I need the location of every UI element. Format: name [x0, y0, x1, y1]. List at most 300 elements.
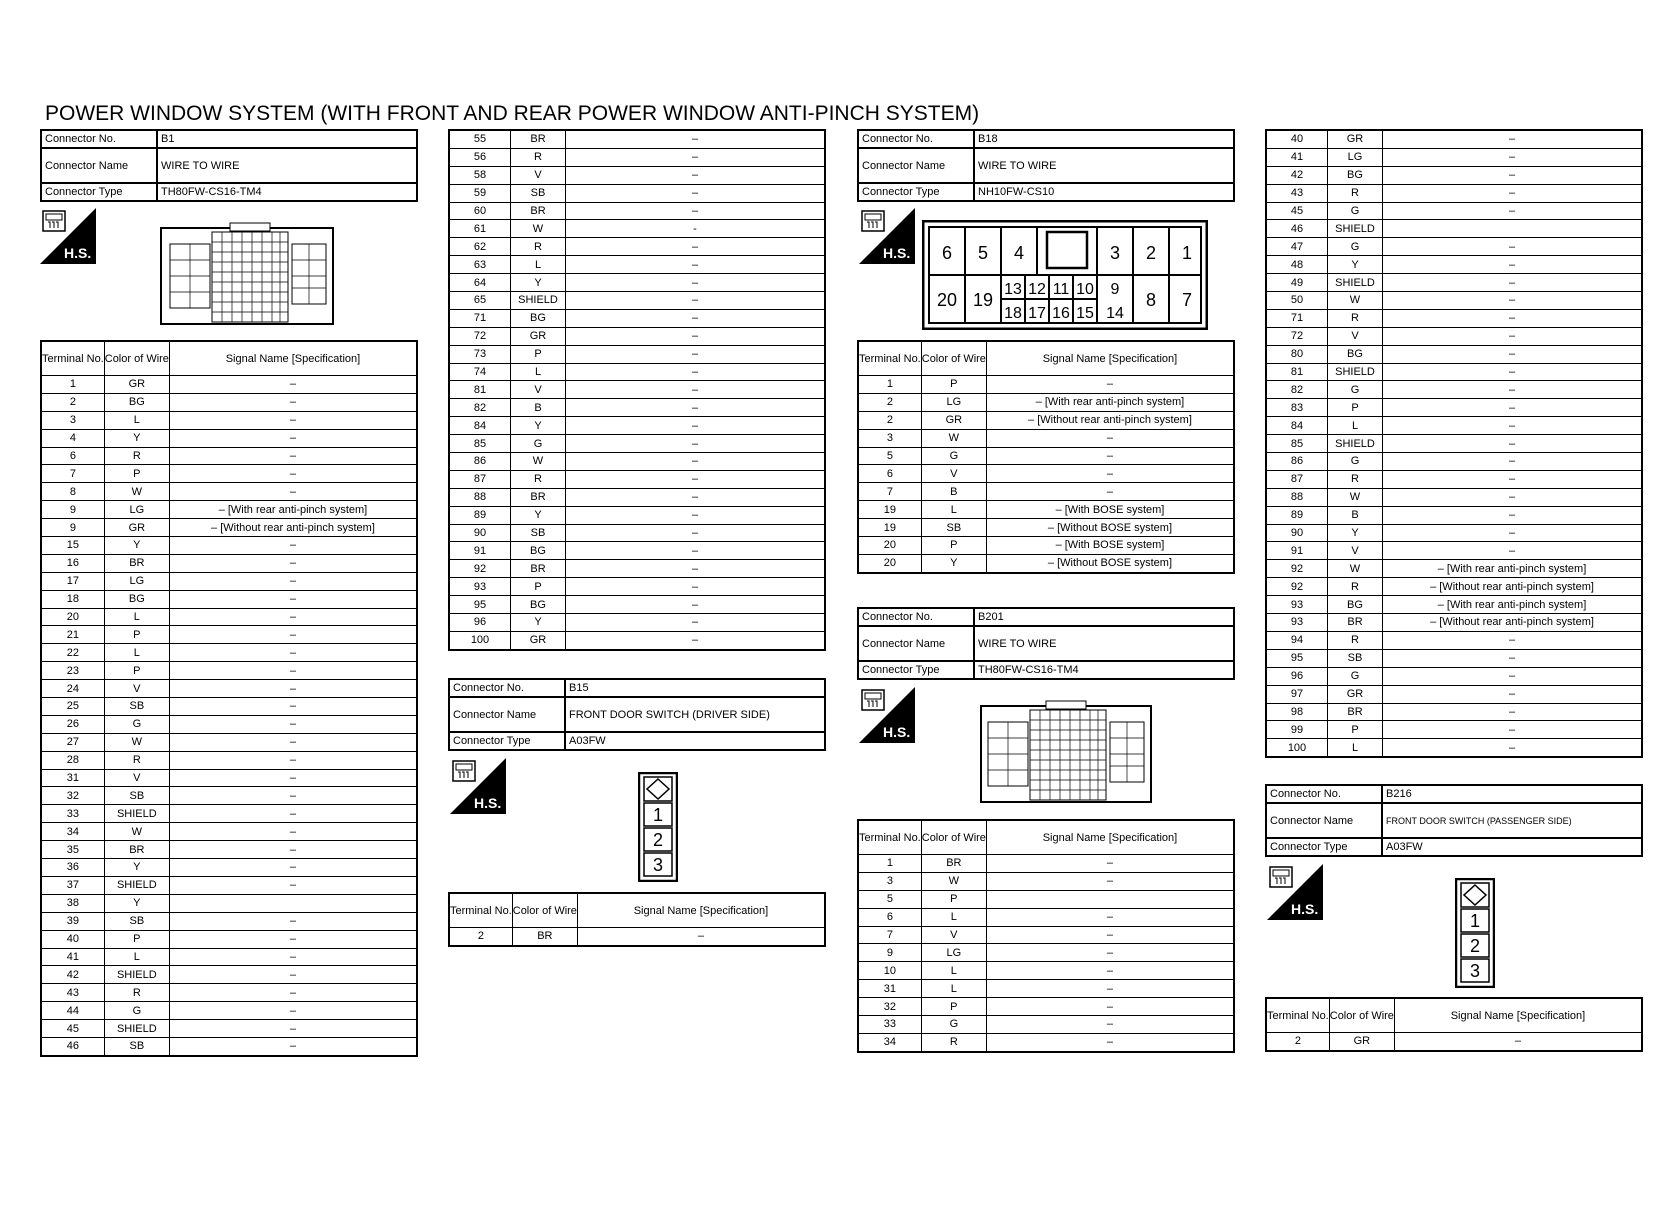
signal-header: Signal Name [Specification] [1394, 998, 1642, 1033]
connector-no-value: B18 [974, 130, 1234, 148]
signal-name-cell: – [169, 841, 417, 859]
terminal-no-cell: 72 [1266, 327, 1328, 345]
terminal-no-cell: 92 [1266, 560, 1328, 578]
signal-name-cell: – [986, 980, 1234, 998]
terminal-no-cell: 28 [41, 751, 104, 769]
terminal-no-cell: 96 [449, 614, 511, 632]
terminal-no-cell: 47 [1266, 238, 1328, 256]
terminal-no-cell: 84 [1266, 417, 1328, 435]
wire-color-cell: R [1328, 309, 1383, 327]
signal-name-cell: – [1383, 327, 1643, 345]
wire-color-cell: G [921, 1016, 986, 1034]
signal-name-cell: – [169, 537, 417, 555]
connector-b18 [857, 129, 1235, 202]
table-row [41, 751, 417, 769]
signal-name-cell: – [1383, 453, 1643, 471]
table-row [449, 596, 825, 614]
connector-no-value: B1 [157, 130, 417, 148]
table-row [858, 537, 1234, 555]
signal-name-cell: – [169, 966, 417, 984]
signal-name-cell: – [169, 447, 417, 465]
table-row [858, 980, 1234, 998]
wire-color-cell: LG [104, 501, 169, 519]
table-row [41, 393, 417, 411]
signal-name-cell: – [986, 1016, 1234, 1034]
terminal-no-cell: 62 [449, 238, 511, 256]
pin-label: 3 [1469, 961, 1481, 981]
wire-color-cell: V [1328, 542, 1383, 560]
terminal-no-cell: 64 [449, 274, 511, 292]
terminal-no-cell: 32 [858, 998, 921, 1016]
connector-no-label: Connector No. [858, 130, 974, 148]
wire-color-cell: W [1328, 488, 1383, 506]
table-row [41, 894, 417, 912]
wire-color-cell: GR [104, 519, 169, 537]
hs-icon [450, 758, 506, 814]
connector-b216 [1265, 784, 1643, 857]
wire-color-cell: R [104, 447, 169, 465]
hs-icon [859, 208, 915, 264]
table-row [449, 363, 825, 381]
pin-table [857, 340, 1235, 574]
terminal-no-cell: 61 [449, 220, 511, 238]
wire-color-cell: L [511, 256, 566, 274]
wire-color-cell: BG [1328, 166, 1383, 184]
terminal-no-cell: 44 [41, 1002, 104, 1020]
page-title: POWER WINDOW SYSTEM (WITH FRONT AND REAR POWER WINDOW ANTI-PINCH SYSTEM) [45, 102, 980, 125]
wire-color-cell: R [1328, 578, 1383, 596]
wire-color-cell: B [1328, 506, 1383, 524]
connector-name-value: WIRE TO WIRE [974, 626, 1234, 661]
signal-name-cell [169, 894, 417, 912]
terminal-no-cell: 42 [41, 966, 104, 984]
table-row [858, 483, 1234, 501]
wire-color-cell: V [511, 166, 566, 184]
pin-table [448, 892, 826, 947]
terminal-no-cell: 2 [41, 393, 104, 411]
connector-b15-header [448, 678, 826, 751]
wire-color-cell: BR [511, 130, 566, 148]
signal-header: Signal Name [Specification] [986, 341, 1234, 376]
terminal-no-cell: 93 [1266, 614, 1328, 632]
terminal-no-cell: 92 [449, 560, 511, 578]
table-row [1266, 721, 1642, 739]
table-row [1266, 220, 1642, 238]
table-row [449, 631, 825, 649]
pin-label: 2 [1145, 243, 1157, 263]
table-row [449, 274, 825, 292]
table-row [41, 590, 417, 608]
table-row [449, 470, 825, 488]
table-row [858, 962, 1234, 980]
terminal-no-cell: 17 [41, 572, 104, 590]
terminal-no-cell: 88 [1266, 488, 1328, 506]
wire-color-cell: W [511, 453, 566, 471]
table-row [41, 912, 417, 930]
wire-color-cell: Y [104, 894, 169, 912]
terminal-no-cell: 34 [858, 1033, 921, 1051]
signal-name-cell: – [986, 855, 1234, 873]
signal-name-cell: – [169, 626, 417, 644]
terminal-no-cell: 43 [1266, 184, 1328, 202]
pin-label: 6 [941, 243, 953, 263]
table-row [858, 393, 1234, 411]
wire-color-cell: BG [104, 590, 169, 608]
signal-name-cell: – [566, 560, 826, 578]
wire-color-cell: SB [104, 698, 169, 716]
table-row [41, 572, 417, 590]
table-row [449, 560, 825, 578]
terminal-no-cell: 100 [449, 631, 511, 649]
table-row [1266, 506, 1642, 524]
wire-color-cell: W [104, 823, 169, 841]
signal-name-cell: – [566, 363, 826, 381]
terminal-no-cell: 92 [1266, 578, 1328, 596]
signal-name-cell: – [1383, 256, 1643, 274]
wire-color-cell: V [921, 465, 986, 483]
signal-name-cell: – [169, 608, 417, 626]
table-row [1266, 399, 1642, 417]
wire-color-cell: G [1328, 381, 1383, 399]
signal-name-cell: – [1383, 274, 1643, 292]
signal-name-cell: – [1383, 202, 1643, 220]
signal-name-cell: – [1383, 292, 1643, 310]
connector-type-label: Connector Type [858, 183, 974, 201]
pin-label: 15 [1076, 305, 1094, 322]
pin-table [1265, 997, 1643, 1052]
terminal-no-cell: 10 [858, 962, 921, 980]
table-row [1266, 327, 1642, 345]
connector-type-label: Connector Type [41, 183, 157, 201]
wire-color-cell: R [1328, 184, 1383, 202]
table-row [449, 184, 825, 202]
signal-name-cell: – [1383, 542, 1643, 560]
wire-color-cell: R [511, 148, 566, 166]
wire-color-cell: SB [104, 912, 169, 930]
wire-color-cell: R [921, 1033, 986, 1051]
terminal-no-cell: 20 [858, 554, 921, 572]
signal-name-cell: – [986, 483, 1234, 501]
wire-color-cell: BR [511, 488, 566, 506]
connector-b18-header [857, 129, 1235, 202]
terminal-no-cell: 89 [449, 506, 511, 524]
wire-color-cell: Y [1328, 524, 1383, 542]
terminal-no-cell: 2 [1266, 1033, 1329, 1051]
signal-name-cell: – [169, 698, 417, 716]
signal-name-cell: – [1383, 381, 1643, 399]
terminal-no-cell: 21 [41, 626, 104, 644]
color-header: Color of Wire [512, 893, 577, 928]
wire-color-cell: Y [921, 554, 986, 572]
pin-label: 10 [1076, 281, 1094, 298]
table-row [41, 715, 417, 733]
wire-color-cell: P [511, 578, 566, 596]
table-row [41, 429, 417, 447]
signal-name-cell: – [566, 292, 826, 310]
table-row [449, 417, 825, 435]
connector-name-label: Connector Name [1266, 803, 1382, 838]
terminal-no-header: Terminal No. [858, 820, 921, 855]
table-row [41, 376, 417, 394]
wire-color-cell: SHIELD [104, 1020, 169, 1038]
table-row [41, 411, 417, 429]
terminal-no-cell: 5 [858, 447, 921, 465]
connector-b201 [857, 607, 1235, 680]
wire-color-cell: BR [104, 841, 169, 859]
b18-connector-face [922, 220, 1208, 330]
b18-pin-table [857, 340, 1235, 574]
terminal-no-cell: 91 [1266, 542, 1328, 560]
b216-pin-table [1265, 997, 1643, 1052]
signal-name-cell: – [169, 912, 417, 930]
table-row [449, 220, 825, 238]
pin-table [857, 819, 1235, 1053]
table-row [449, 578, 825, 596]
table-row [858, 411, 1234, 429]
table-row [449, 614, 825, 632]
terminal-no-cell: 34 [41, 823, 104, 841]
table-row [1266, 238, 1642, 256]
signal-name-cell: – [169, 1037, 417, 1055]
table-row [1266, 453, 1642, 471]
signal-name-cell: – [Without rear anti-pinch system] [986, 411, 1234, 429]
signal-name-cell: – [566, 381, 826, 399]
terminal-no-cell: 7 [858, 483, 921, 501]
table-row [1266, 524, 1642, 542]
wire-color-cell: R [511, 470, 566, 488]
table-row [1266, 578, 1642, 596]
terminal-no-cell: 33 [41, 805, 104, 823]
wire-color-cell: G [921, 447, 986, 465]
table-row [1266, 202, 1642, 220]
connector-type-value: TH80FW-CS16-TM4 [974, 661, 1234, 679]
signal-name-cell: – [169, 859, 417, 877]
b201-connector-face [980, 700, 1152, 808]
signal-name-cell: – [566, 130, 826, 148]
wire-color-cell: Y [511, 274, 566, 292]
signal-name-cell: – [1383, 435, 1643, 453]
signal-name-cell: – [169, 823, 417, 841]
wire-color-cell: SHIELD [1328, 435, 1383, 453]
table-row [449, 488, 825, 506]
signal-name-cell: – [With BOSE system] [986, 537, 1234, 555]
hs-label: H.S. [883, 245, 911, 261]
wire-color-cell: BR [512, 928, 577, 946]
terminal-no-cell: 81 [1266, 363, 1328, 381]
color-header: Color of Wire [1329, 998, 1394, 1033]
connector-name-value: FRONT DOOR SWITCH (DRIVER SIDE) [565, 697, 825, 732]
table-row [858, 1016, 1234, 1034]
signal-name-cell: – [1383, 667, 1643, 685]
table-row [41, 680, 417, 698]
wire-color-cell: BG [511, 596, 566, 614]
signal-name-cell: – [986, 962, 1234, 980]
pin-label: 12 [1028, 281, 1046, 298]
wire-color-cell: G [1328, 202, 1383, 220]
table-row [41, 519, 417, 537]
terminal-no-cell: 88 [449, 488, 511, 506]
terminal-no-cell: 6 [41, 447, 104, 465]
table-row [41, 1002, 417, 1020]
signal-name-cell: – [With rear anti-pinch system] [169, 501, 417, 519]
signal-name-cell: – [566, 596, 826, 614]
signal-name-cell: – [566, 256, 826, 274]
terminal-no-cell: 81 [449, 381, 511, 399]
signal-name-cell: – [566, 309, 826, 327]
pin-label: 3 [1109, 243, 1121, 263]
hs-icon [1267, 864, 1323, 920]
wire-color-cell: BR [1328, 614, 1383, 632]
terminal-no-cell: 80 [1266, 345, 1328, 363]
terminal-no-cell: 58 [449, 166, 511, 184]
table-row [858, 890, 1234, 908]
terminal-no-cell: 16 [41, 554, 104, 572]
wire-color-cell: Y [511, 506, 566, 524]
table-row [1266, 363, 1642, 381]
table-row [41, 1020, 417, 1038]
terminal-no-cell: 99 [1266, 721, 1328, 739]
terminal-no-cell: 2 [858, 393, 921, 411]
wire-color-cell: W [1328, 292, 1383, 310]
signal-name-cell: – [1383, 506, 1643, 524]
signal-name-cell: – [169, 429, 417, 447]
terminal-no-cell: 32 [41, 787, 104, 805]
connector-name-value: FRONT DOOR SWITCH (PASSENGER SIDE) [1382, 803, 1642, 838]
signal-name-cell [986, 890, 1234, 908]
terminal-no-cell: 87 [449, 470, 511, 488]
terminal-no-cell: 39 [41, 912, 104, 930]
signal-name-cell: – [1394, 1033, 1642, 1051]
color-header: Color of Wire [104, 341, 169, 376]
hs-label: H.S. [1291, 901, 1319, 917]
wire-color-cell: GR [104, 376, 169, 394]
wire-color-cell: SB [1328, 649, 1383, 667]
wire-color-cell: L [921, 908, 986, 926]
table-row [41, 483, 417, 501]
signal-name-cell: – [1383, 166, 1643, 184]
table-row [449, 202, 825, 220]
signal-name-cell: – [With rear anti-pinch system] [1383, 596, 1643, 614]
signal-name-cell: – [169, 948, 417, 966]
signal-name-cell: – [566, 202, 826, 220]
signal-name-cell: – [566, 524, 826, 542]
signal-name-cell: – [566, 470, 826, 488]
table-row [41, 930, 417, 948]
terminal-no-cell: 96 [1266, 667, 1328, 685]
signal-name-cell: – [1383, 703, 1643, 721]
pin-label: 16 [1052, 305, 1070, 322]
terminal-no-cell: 40 [41, 930, 104, 948]
connector-type-label: Connector Type [858, 661, 974, 679]
pin-label: 1 [1469, 911, 1481, 931]
signal-name-cell: – [169, 805, 417, 823]
terminal-no-cell: 46 [1266, 220, 1328, 238]
wire-color-cell: V [104, 680, 169, 698]
wire-color-cell: L [104, 411, 169, 429]
wire-color-cell: P [104, 662, 169, 680]
table-row [858, 519, 1234, 537]
terminal-no-cell: 71 [1266, 309, 1328, 327]
signal-name-cell: – [169, 483, 417, 501]
terminal-no-cell: 46 [41, 1037, 104, 1055]
signal-name-cell [1383, 220, 1643, 238]
table-row [1266, 685, 1642, 703]
signal-name-cell: – [986, 1033, 1234, 1051]
table-row [1266, 417, 1642, 435]
terminal-no-cell: 100 [1266, 739, 1328, 757]
pin-label: 5 [977, 243, 989, 263]
terminal-no-cell: 41 [41, 948, 104, 966]
signal-name-cell: – [169, 680, 417, 698]
table-row [41, 769, 417, 787]
signal-name-cell: – [169, 1002, 417, 1020]
table-row [449, 506, 825, 524]
signal-name-cell: – [986, 447, 1234, 465]
terminal-no-cell: 97 [1266, 685, 1328, 703]
terminal-no-cell: 63 [449, 256, 511, 274]
signal-name-cell: – [566, 417, 826, 435]
connector-type-value: A03FW [565, 732, 825, 750]
pin-label: 3 [652, 855, 664, 875]
wire-color-cell: L [104, 608, 169, 626]
table-row [858, 465, 1234, 483]
wire-color-cell: SB [104, 1037, 169, 1055]
terminal-no-cell: 3 [41, 411, 104, 429]
signal-name-cell: – [577, 928, 825, 946]
wire-color-cell: L [511, 363, 566, 381]
signal-name-cell: – [169, 393, 417, 411]
signal-name-cell: – [169, 787, 417, 805]
table-row [1266, 345, 1642, 363]
terminal-no-cell: 89 [1266, 506, 1328, 524]
wire-color-cell: Y [104, 859, 169, 877]
table-row [1266, 667, 1642, 685]
signal-name-cell: – [566, 614, 826, 632]
terminal-no-cell: 1 [41, 376, 104, 394]
table-row [41, 465, 417, 483]
table-row [858, 998, 1234, 1016]
wire-color-cell: W [921, 872, 986, 890]
connector-name-label: Connector Name [858, 148, 974, 183]
signal-name-cell: – [Without rear anti-pinch system] [1383, 614, 1643, 632]
wire-color-cell: V [921, 926, 986, 944]
wire-color-cell: P [104, 930, 169, 948]
terminal-no-cell: 48 [1266, 256, 1328, 274]
terminal-no-cell: 25 [41, 698, 104, 716]
table-row [858, 429, 1234, 447]
pin-label: 13 [1004, 281, 1022, 298]
signal-name-cell: – [1383, 130, 1643, 148]
connector-no-label: Connector No. [41, 130, 157, 148]
table-row [449, 524, 825, 542]
terminal-no-cell: 55 [449, 130, 511, 148]
table-row [1266, 309, 1642, 327]
wire-color-cell: BR [511, 560, 566, 578]
wire-color-cell: G [104, 715, 169, 733]
table-row [41, 644, 417, 662]
pin-label: 2 [652, 830, 664, 850]
wire-color-cell: P [1328, 721, 1383, 739]
terminal-no-cell: 31 [41, 769, 104, 787]
signal-name-cell: – [169, 876, 417, 894]
terminal-no-cell: 91 [449, 542, 511, 560]
table-row [1266, 184, 1642, 202]
table-row [1266, 560, 1642, 578]
wire-color-cell: SHIELD [104, 966, 169, 984]
hs-label: H.S. [64, 245, 92, 261]
signal-name-cell: – [566, 399, 826, 417]
wire-color-cell: GR [1329, 1033, 1394, 1051]
